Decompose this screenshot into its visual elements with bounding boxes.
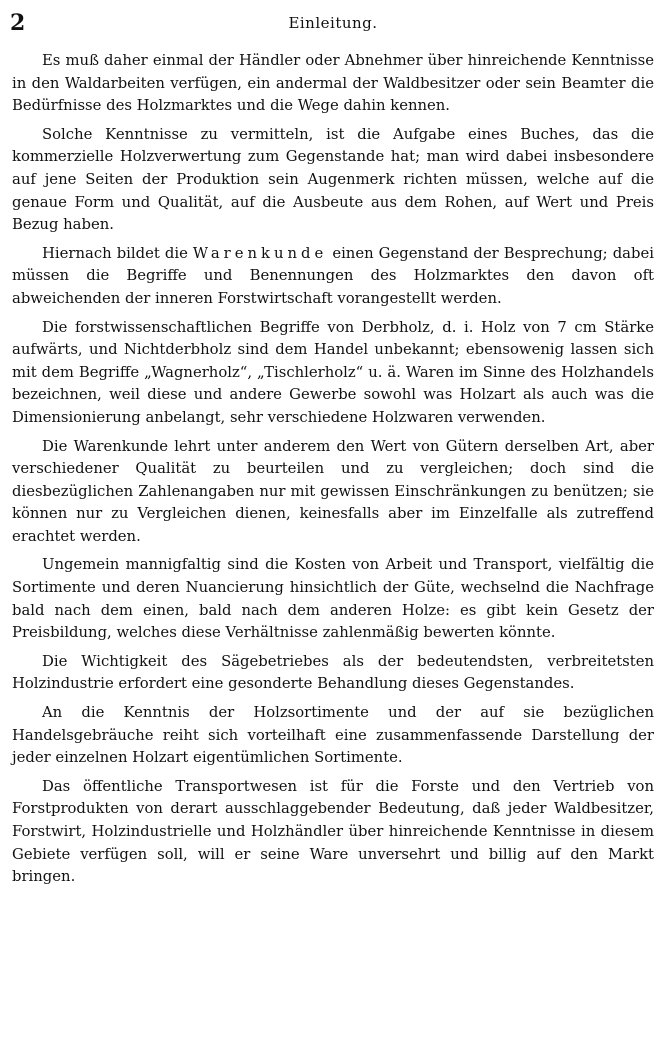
emphasized-term: Warenkunde	[192, 244, 328, 262]
paragraph: Die forstwissenschaftlichen Begriffe von Derbholz, d. i. Holz von 7 cm Stärke aufwärts, und Nichtderbholz sind dem Handel unbekannt; ebensowenig lassen sich mit dem Begriffe „Wagnerholz“, „Tischlerholz“ u. ä. Waren im Sinne des Holzhandels bezeichnen, weil diese und andere Gewerbe sowohl was Holzart als auch was die Dimensionierung anbelangt, sehr verschiedene Holzwaren verwenden.	[12, 318, 654, 426]
page-header	[10, 8, 656, 38]
paragraph: Es muß daher einmal der Händler oder Abnehmer über hinreichende Kenntnisse in den Waldarbeiten verfügen, ein andermal der Waldbesitzer oder sein Beamter die Bedürfnisse des Holzmarktes und die Wege dahin kennen.	[12, 52, 654, 115]
paragraph: Die Warenkunde lehrt unter anderem den Wert von Gütern derselben Art, aber verschiedener Qualität zu beurteilen und zu vergleichen; doch sind die diesbezüglichen Zahlenangaben nur mit gewissen Einschränkungen zu benützen; sie können nur zu Vergleichen dienen, keinesfalls aber im Einzelfalle als zutreffend erachtet werden.	[12, 437, 654, 545]
running-head: Einleitung.	[288, 14, 378, 32]
body-text	[12, 50, 654, 895]
paragraph: Das öffentliche Transportwesen ist für die Forste und den Vertrieb von Forstprodukten von derart ausschlaggebender Bedeutung, daß jeder Waldbesitzer, Forstwirt, Holzindustrielle und Holzhändler über hinreichende Kenntnisse in diesem Gebiete verfügen soll, will er seine Ware unversehrt und billig auf den Markt bringen.	[12, 777, 654, 886]
paragraph-text: Hiernach bildet die	[42, 244, 188, 262]
paragraph: Die Wichtigkeit des Sägebetriebes als der bedeutendsten, verbreitetsten Holzindustrie erfordert eine gesonderte Behandlung dieses Gegenstandes.	[12, 652, 654, 693]
paragraph: Solche Kenntnisse zu vermitteln, ist die Aufgabe eines Buches, das die kommerzielle Holzverwertung zum Gegenstande hat; man wird dabei insbesondere auf jene Seiten der Produktion sein Augenmerk richten müssen, welche auf die genaue Form und Qualität, auf die Ausbeute aus dem Rohen, auf Wert und Preis Bezug haben.	[12, 125, 654, 234]
paragraph	[12, 243, 654, 311]
paragraph: An die Kenntnis der Holzsortimente und der auf sie bezüglichen Handelsgebräuche reiht sich vorteilhaft eine zusammenfassende Darstellung der jeder einzelnen Holzart eigentümlichen Sortimente.	[12, 704, 654, 767]
page-number: 2	[10, 10, 26, 36]
paragraph-text: einen Gegenstand der Besprechung; dabei müssen die Begriffe und Benennungen des Holzmarktes den davon oft abweichenden der inneren Forstwirtschaft vorangestellt werden.	[12, 244, 654, 307]
paragraph: Ungemein mannigfaltig sind die Kosten von Arbeit und Transport, vielfältig die Sortimente und deren Nuancierung hinsichtlich der Güte, wechselnd die Nachfrage bald nach dem einen, bald nach dem anderen Holze: es gibt kein Gesetz der Preisbildung, welches diese Verhältnisse zahlenmäßig bewerten könnte.	[12, 556, 654, 642]
